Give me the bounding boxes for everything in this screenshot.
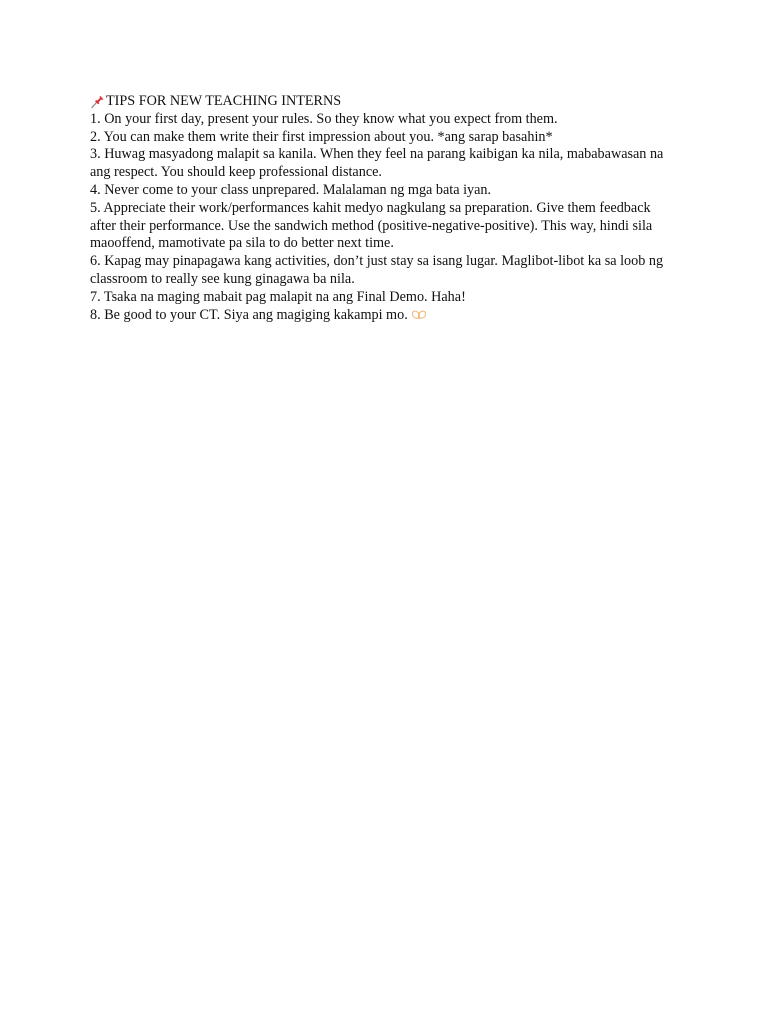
tip-item-1: 1. On your first day, present your rules. So they know what you expect from them. <box>90 110 558 127</box>
tip-item-6: 6. Kapag may pinapagawa kang activities, don’t just stay sa isang lugar. Maglibot-libot ka sa loob ng classroom to really see kung ginagawa ba nila. <box>90 253 664 287</box>
tip-item-4: 4. Never come to your class unprepared. Malalaman ng mga bata iyan. <box>90 181 492 198</box>
tip-item-7: 7. Tsaka na maging mabait pag malapit na ang Final Demo. Haha! <box>90 288 466 305</box>
tip-item-5: 5. Appreciate their work/performances kahit medyo nagkulang sa preparation. Give them feedback after their performance. Use the sandwich method (positive-negative-positive). This way, hindi sila maooffend, mamotivate pa sila to do better next time. <box>90 199 653 252</box>
tip-item-8-text: 8. Be good to your CT. Siya ang magiging kakampi mo. <box>90 306 408 323</box>
tip-item-3: 3. Huwag masyadong malapit sa kanila. When they feel na parang kaibigan ka nila, mababawasan na ang respect. You should keep professional distance. <box>90 146 664 181</box>
document-title-line <box>90 93 668 111</box>
tip-item-8 <box>90 307 668 325</box>
document-title: TIPS FOR NEW TEACHING INTERNS <box>106 93 342 109</box>
open-hands-icon <box>411 309 427 320</box>
tip-item-2: 2. You can make them write their first impression about you. *ang sarap basahin* <box>90 128 553 145</box>
pushpin-icon <box>90 94 105 109</box>
